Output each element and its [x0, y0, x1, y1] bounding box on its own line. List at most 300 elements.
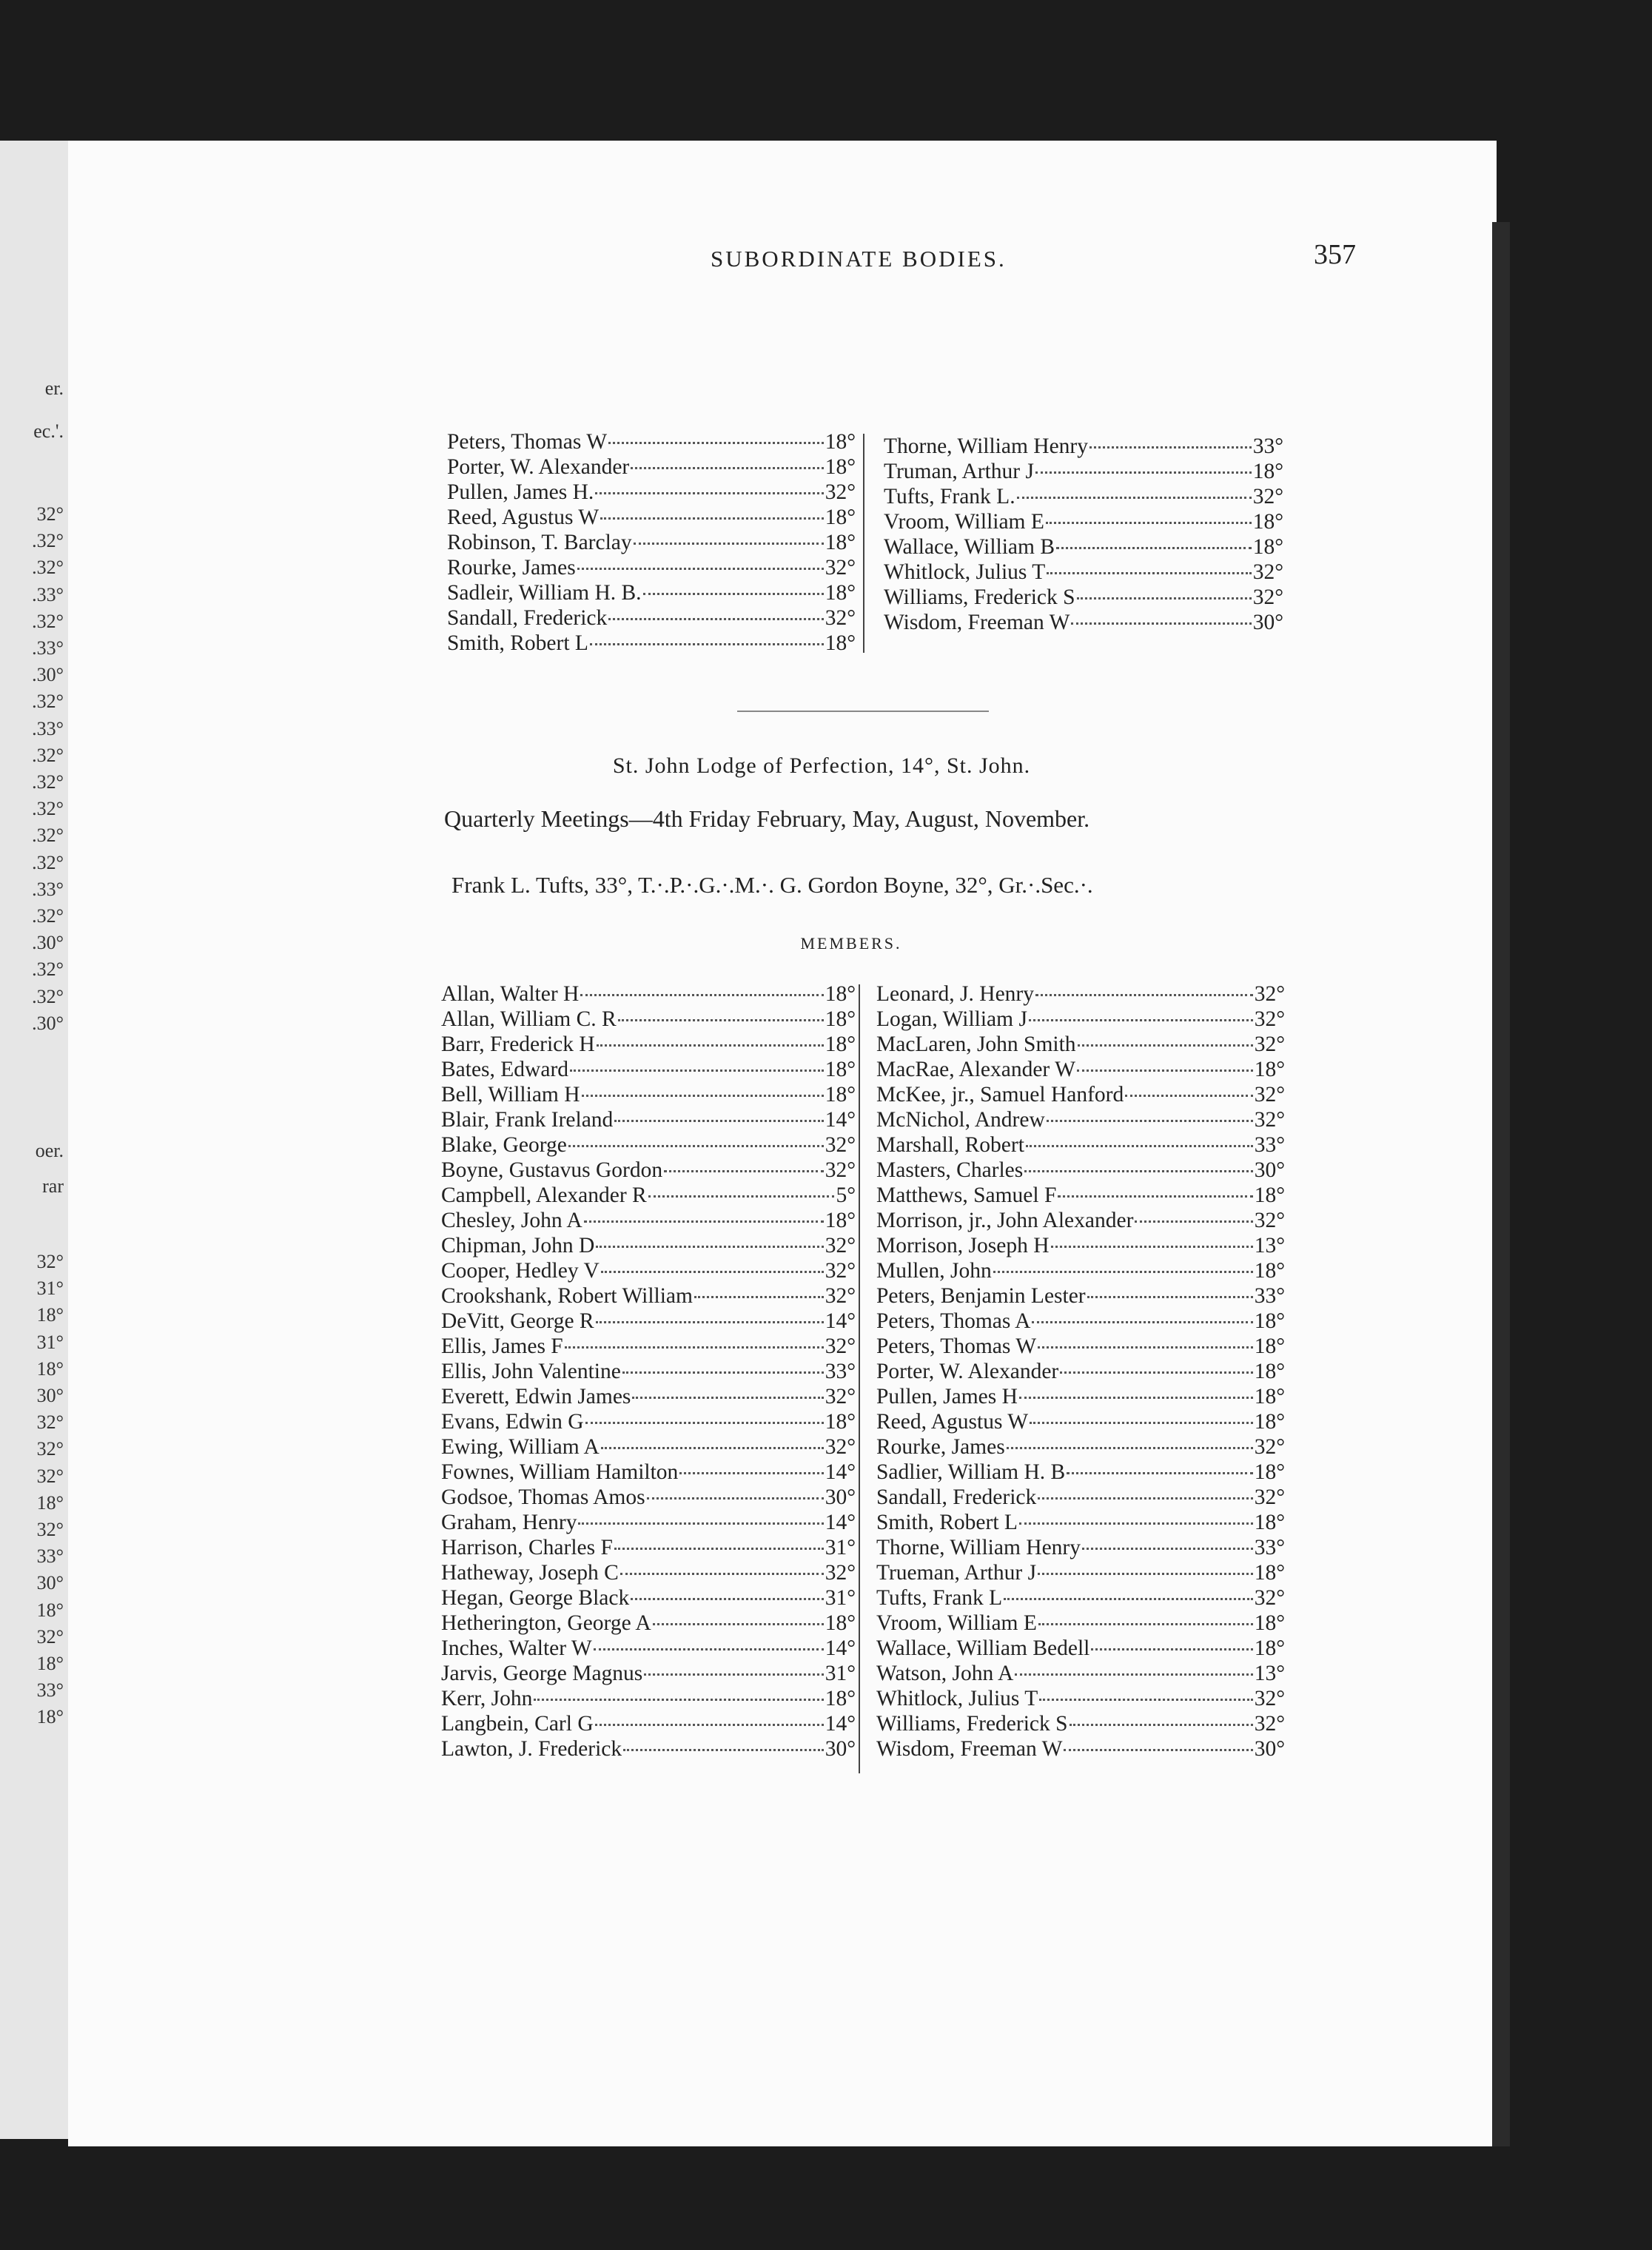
member-name: Sadleir, William H. B. [447, 581, 642, 605]
running-head: SUBORDINATE BODIES. [711, 246, 1007, 272]
member-degree: 13° [1254, 1234, 1285, 1257]
dot-leader [1024, 1170, 1252, 1172]
prev-page-fragment: rar [42, 1175, 64, 1197]
dot-leader [1087, 1296, 1253, 1298]
member-degree: 31° [825, 1536, 856, 1559]
prev-page-fragment: 18° [36, 1491, 64, 1514]
lodge-title: St. John Lodge of Perfection, 14°, St. John. [612, 753, 1031, 778]
member-name: Hegan, George Black [441, 1586, 630, 1610]
member-name: Trueman, Arthur J [876, 1561, 1037, 1585]
list-entry [876, 1711, 1285, 1736]
member-degree: 32° [1254, 1712, 1285, 1736]
member-name: McKee, jr., Samuel Hanford [876, 1083, 1124, 1106]
list-entry [884, 484, 1283, 509]
top-list-left-column [447, 429, 856, 656]
list-entry [876, 1258, 1285, 1283]
member-name: Bates, Edward [441, 1058, 569, 1081]
list-entry [441, 1711, 856, 1736]
member-name: Tufts, Frank L. [884, 485, 1015, 508]
list-entry [876, 1485, 1285, 1510]
member-name: Jarvis, George Magnus [441, 1662, 643, 1685]
member-name: Masters, Charles [876, 1158, 1024, 1182]
list-entry [441, 1611, 856, 1636]
dot-leader [582, 1095, 824, 1097]
member-degree: 31° [825, 1662, 856, 1685]
prev-page-fragment: 33° [36, 1679, 64, 1702]
prev-page-fragment: .32° [32, 691, 64, 713]
member-name: Thorne, William Henry [876, 1536, 1081, 1559]
dot-leader [580, 994, 823, 996]
prev-page-fragment: 32° [36, 503, 64, 525]
dot-leader [1077, 1069, 1253, 1072]
member-name: Allan, William C. R [441, 1007, 617, 1031]
dot-leader [1039, 1699, 1252, 1701]
member-name: Inches, Walter W [441, 1636, 592, 1660]
member-name: Peters, Thomas W [447, 430, 608, 454]
list-entry [876, 1334, 1285, 1359]
member-degree: 14° [825, 1511, 856, 1534]
list-entry [876, 1032, 1285, 1057]
member-degree: 18° [1252, 535, 1283, 559]
member-name: Tufts, Frank L [876, 1586, 1003, 1610]
member-degree: 32° [825, 1158, 856, 1182]
list-entry [441, 1057, 856, 1082]
dot-leader [1032, 1321, 1252, 1323]
prev-page-fragment: 32° [36, 1465, 64, 1487]
prev-page-fragment: ec.'. [33, 420, 64, 442]
list-entry [876, 1510, 1285, 1535]
dot-leader [594, 1648, 824, 1650]
list-entry [884, 534, 1283, 560]
prev-page-fragment: .32° [32, 610, 64, 632]
member-name: Peters, Thomas A [876, 1309, 1031, 1333]
dot-leader [601, 1447, 824, 1449]
prev-page-fragment: .30° [32, 932, 64, 954]
member-degree: 32° [1254, 1007, 1285, 1031]
section-divider [737, 711, 989, 712]
member-degree: 33° [1254, 1133, 1285, 1157]
list-entry [441, 1736, 856, 1762]
dot-leader [1056, 547, 1252, 549]
dot-leader [1017, 497, 1252, 499]
member-name: Rourke, James [447, 556, 576, 580]
members-heading: MEMBERS. [800, 934, 902, 953]
list-entry [884, 610, 1283, 635]
member-name: DeVitt, George R [441, 1309, 594, 1333]
member-degree: 32° [1254, 982, 1285, 1006]
list-entry [441, 1510, 856, 1535]
member-name: Williams, Frederick S [884, 585, 1075, 609]
list-entry [441, 1007, 856, 1032]
member-name: Porter, W. Alexander [876, 1360, 1059, 1383]
member-degree: 32° [825, 606, 856, 630]
member-degree: 18° [1254, 1309, 1285, 1333]
member-degree: 18° [1254, 1334, 1285, 1358]
list-entry [876, 1560, 1285, 1585]
prev-page-fragment: .32° [32, 744, 64, 766]
member-name: Logan, William J [876, 1007, 1027, 1031]
page-header [637, 238, 1377, 275]
dot-leader [1047, 572, 1251, 574]
dot-leader [664, 1170, 824, 1172]
list-entry [441, 1384, 856, 1409]
list-entry [876, 1158, 1285, 1183]
list-entry [447, 429, 856, 454]
prev-page-fragment: .32° [32, 771, 64, 793]
member-name: Thorne, William Henry [884, 434, 1088, 458]
page-number: 357 [1314, 239, 1356, 270]
member-degree: 18° [1254, 1611, 1285, 1635]
prev-page-fragment: .33° [32, 637, 64, 659]
prev-page-fragment: .33° [32, 583, 64, 605]
member-degree: 5° [836, 1183, 856, 1207]
member-degree: 18° [825, 1032, 856, 1056]
dot-leader [614, 1120, 823, 1122]
list-entry [876, 1585, 1285, 1611]
dot-leader [590, 643, 824, 645]
member-name: Chipman, John D [441, 1234, 595, 1257]
prev-page-fragment: .32° [32, 851, 64, 873]
member-name: Vroom, William E [876, 1611, 1037, 1635]
dot-leader [1019, 1397, 1253, 1399]
member-degree: 32° [1254, 1485, 1285, 1509]
member-degree: 13° [1254, 1662, 1285, 1685]
dot-leader [1004, 1598, 1252, 1600]
member-name: Godsoe, Thomas Amos [441, 1485, 645, 1509]
member-degree: 32° [825, 1234, 856, 1257]
member-name: Watson, John A [876, 1662, 1014, 1685]
member-degree: 18° [825, 1410, 856, 1434]
member-name: Evans, Edwin G [441, 1410, 584, 1434]
dot-leader [1091, 1648, 1252, 1650]
list-entry [876, 1384, 1285, 1409]
dot-leader [585, 1422, 824, 1424]
member-name: Morrison, Joseph H [876, 1234, 1050, 1257]
member-name: Crookshank, Robert William [441, 1284, 693, 1308]
list-entry [441, 1309, 856, 1334]
list-entry [876, 1132, 1285, 1158]
member-name: Ellis, John Valentine [441, 1360, 621, 1383]
list-entry [447, 505, 856, 530]
page-edge-shadow [1492, 222, 1510, 2146]
prev-page-fragment: 32° [36, 1519, 64, 1540]
member-name: Kerr, John [441, 1687, 533, 1710]
list-entry [447, 555, 856, 580]
dot-leader [694, 1296, 824, 1298]
list-entry [447, 631, 856, 656]
member-degree: 32° [825, 1561, 856, 1585]
list-entry [441, 1208, 856, 1233]
member-degree: 32° [1254, 1209, 1285, 1232]
list-entry [876, 1611, 1285, 1636]
member-name: Smith, Robert L [447, 631, 588, 655]
dot-leader [1026, 1145, 1253, 1147]
member-name: Pullen, James H. [447, 480, 594, 504]
dot-leader [1070, 1724, 1253, 1726]
list-entry [441, 1460, 856, 1485]
dot-leader [1038, 1623, 1253, 1625]
list-entry [447, 580, 856, 605]
member-name: Reed, Agustus W [447, 506, 600, 529]
list-entry [441, 1032, 856, 1057]
member-name: MacRae, Alexander W [876, 1058, 1075, 1081]
dot-leader [568, 1145, 824, 1147]
dot-leader [608, 442, 824, 444]
dot-leader [1047, 1120, 1253, 1122]
dot-leader [600, 517, 824, 520]
member-name: Graham, Henry [441, 1511, 577, 1534]
member-name: Fownes, William Hamilton [441, 1460, 679, 1484]
dot-leader [679, 1472, 823, 1474]
dot-leader [1078, 1044, 1253, 1047]
dot-leader [1135, 1220, 1252, 1223]
member-name: Cooper, Hedley V [441, 1259, 600, 1283]
prev-page-fragment: 32° [36, 1251, 64, 1272]
dot-leader [1015, 1673, 1252, 1676]
list-entry [876, 1233, 1285, 1258]
dot-leader [653, 1623, 824, 1625]
dot-leader [1077, 597, 1252, 600]
member-name: Peters, Thomas W [876, 1334, 1037, 1358]
member-degree: 18° [825, 1007, 856, 1031]
dot-leader [648, 1195, 835, 1198]
list-entry [441, 1258, 856, 1283]
list-entry [447, 480, 856, 505]
dot-leader [534, 1699, 823, 1701]
member-name: Hatheway, Joseph C [441, 1561, 619, 1585]
member-degree: 18° [825, 1083, 856, 1106]
member-degree: 14° [825, 1636, 856, 1660]
member-degree: 18° [825, 1687, 856, 1710]
prev-page-fragment: 18° [36, 1304, 64, 1326]
member-name: Whitlock, Julius T [884, 560, 1046, 584]
member-degree: 18° [1254, 1410, 1285, 1434]
dot-leader [1058, 1195, 1252, 1198]
list-entry [441, 1107, 856, 1132]
list-entry [441, 1535, 856, 1560]
list-entry [441, 1183, 856, 1208]
member-name: Whitlock, Julius T [876, 1687, 1038, 1710]
list-entry [447, 530, 856, 555]
prev-page-fragment: 31° [36, 1277, 64, 1300]
member-name: Bell, William H [441, 1083, 580, 1106]
prev-page-fragment: .30° [32, 664, 64, 686]
dot-leader [596, 1321, 824, 1323]
member-name: Morrison, jr., John Alexander [876, 1209, 1134, 1232]
member-name: Williams, Frederick S [876, 1712, 1068, 1736]
list-entry [441, 1661, 856, 1686]
list-entry [876, 1686, 1285, 1711]
member-degree: 18° [1252, 510, 1283, 534]
dot-leader [993, 1271, 1253, 1273]
prev-page-fragment: .30° [32, 1012, 64, 1034]
dot-leader [1046, 522, 1252, 524]
column-separator [859, 984, 860, 1773]
list-entry [884, 509, 1283, 534]
dot-leader [1125, 1095, 1252, 1097]
list-entry [876, 981, 1285, 1007]
member-degree: 30° [825, 1737, 856, 1761]
member-degree: 32° [1252, 485, 1283, 508]
dot-leader [1060, 1371, 1252, 1374]
member-degree: 32° [825, 1133, 856, 1157]
dot-leader [1007, 1447, 1253, 1449]
dot-leader [1019, 1522, 1253, 1525]
prev-page-fragment: 32° [36, 1411, 64, 1434]
prev-page-fragment: .33° [32, 878, 64, 900]
officers-line: Frank L. Tufts, 33°, T.·.P.·.G.·.M.·. G. Gordon Boyne, 32°, Gr.·.Sec.·. [451, 872, 1093, 898]
dot-leader [595, 492, 823, 494]
dot-leader [577, 568, 824, 570]
member-name: Marshall, Robert [876, 1133, 1024, 1157]
dot-leader [601, 1271, 824, 1273]
member-degree: 18° [825, 982, 856, 1006]
member-name: Wisdom, Freeman W [884, 611, 1070, 634]
dot-leader [634, 543, 824, 545]
dot-leader [622, 1371, 824, 1374]
dot-leader [644, 1673, 823, 1676]
list-entry [876, 1434, 1285, 1460]
member-degree: 30° [825, 1485, 856, 1509]
member-degree: 30° [1252, 611, 1283, 634]
member-name: Hetherington, George A [441, 1611, 651, 1635]
member-name: Barr, Frederick H [441, 1032, 595, 1056]
list-entry [876, 1661, 1285, 1686]
list-entry [441, 1359, 856, 1384]
meetings-line: Quarterly Meetings—4th Friday February, May, August, November. [444, 805, 1090, 832]
member-degree: 18° [1254, 1183, 1285, 1207]
list-entry [876, 1535, 1285, 1560]
member-name: Sandall, Frederick [876, 1485, 1037, 1509]
dot-leader [570, 1069, 824, 1072]
dot-leader [1038, 1346, 1253, 1349]
dot-leader [623, 1749, 824, 1751]
dot-leader [595, 1724, 824, 1726]
member-degree: 18° [1254, 1259, 1285, 1283]
member-degree: 33° [1252, 434, 1283, 458]
member-name: Mullen, John [876, 1259, 992, 1283]
dot-leader [1035, 994, 1253, 996]
list-entry [441, 1485, 856, 1510]
member-name: Robinson, T. Barclay [447, 531, 632, 554]
member-degree: 32° [1254, 1435, 1285, 1459]
previous-page-edge [0, 141, 68, 2139]
member-degree: 31° [825, 1586, 856, 1610]
member-degree: 18° [825, 1611, 856, 1635]
member-degree: 30° [1254, 1158, 1285, 1182]
dot-leader [618, 1019, 824, 1021]
member-degree: 18° [1254, 1636, 1285, 1660]
member-degree: 14° [825, 1712, 856, 1736]
list-entry [441, 1283, 856, 1309]
member-degree: 32° [1254, 1108, 1285, 1132]
list-entry [441, 981, 856, 1007]
member-degree: 32° [825, 1284, 856, 1308]
dot-leader [1030, 1422, 1253, 1424]
dot-leader [631, 467, 823, 469]
list-entry [884, 585, 1283, 610]
prev-page-fragment: 33° [36, 1545, 64, 1568]
member-degree: 32° [825, 1259, 856, 1283]
list-entry [876, 1409, 1285, 1434]
member-name: McNichol, Andrew [876, 1108, 1045, 1132]
member-degree: 32° [825, 1385, 856, 1408]
member-name: Wisdom, Freeman W [876, 1737, 1063, 1761]
member-degree: 18° [1254, 1385, 1285, 1408]
member-name: Smith, Robert L [876, 1511, 1018, 1534]
prev-page-fragment: .32° [32, 905, 64, 927]
dot-leader [614, 1548, 824, 1550]
dot-leader [1064, 1749, 1252, 1751]
list-entry [447, 605, 856, 631]
member-degree: 32° [1254, 1032, 1285, 1056]
member-degree: 18° [825, 631, 856, 655]
list-entry [441, 1409, 856, 1434]
list-entry [876, 1309, 1285, 1334]
member-degree: 33° [825, 1360, 856, 1383]
dot-leader [1067, 1472, 1253, 1474]
dot-leader [1029, 1019, 1253, 1021]
member-name: Sadlier, William H. B [876, 1460, 1066, 1484]
dot-leader [1051, 1246, 1253, 1248]
member-name: Blake, George [441, 1133, 567, 1157]
prev-page-fragment: .32° [32, 798, 64, 820]
dot-leader [1082, 1548, 1253, 1550]
prev-page-fragment: .32° [32, 958, 64, 981]
member-name: Harrison, Charles F [441, 1536, 613, 1559]
member-name: Lawton, J. Frederick [441, 1737, 622, 1761]
dot-leader [647, 1497, 824, 1500]
members-right-column [876, 981, 1285, 1762]
prev-page-fragment: 18° [36, 1706, 64, 1728]
dot-leader [1089, 446, 1252, 449]
list-entry [441, 1233, 856, 1258]
prev-page-fragment: 32° [36, 1438, 64, 1460]
list-entry [876, 1007, 1285, 1032]
prev-page-fragment: 32° [36, 1625, 64, 1648]
member-name: Campbell, Alexander R [441, 1183, 647, 1207]
member-degree: 18° [825, 455, 856, 479]
member-degree: 33° [1254, 1536, 1285, 1559]
member-degree: 14° [825, 1460, 856, 1484]
prev-page-fragment: 30° [36, 1385, 64, 1406]
member-name: Leonard, J. Henry [876, 982, 1034, 1006]
top-list-right-column [884, 434, 1283, 635]
member-degree: 33° [1254, 1284, 1285, 1308]
member-name: Matthews, Samuel F [876, 1183, 1057, 1207]
list-entry [884, 434, 1283, 459]
member-name: Langbein, Carl G [441, 1712, 594, 1736]
list-entry [441, 1158, 856, 1183]
member-name: Truman, Arthur J [884, 460, 1034, 483]
member-name: Wallace, William B [884, 535, 1055, 559]
member-name: Peters, Benjamin Lester [876, 1284, 1086, 1308]
member-degree: 32° [1252, 560, 1283, 584]
member-degree: 14° [825, 1108, 856, 1132]
member-degree: 32° [1254, 1687, 1285, 1710]
dot-leader [1071, 622, 1251, 625]
dot-leader [584, 1220, 824, 1223]
list-entry [876, 1183, 1285, 1208]
list-entry [441, 1636, 856, 1661]
member-degree: 18° [825, 581, 856, 605]
list-entry [876, 1208, 1285, 1233]
dot-leader [1035, 471, 1252, 474]
list-entry [884, 459, 1283, 484]
member-name: Vroom, William E [884, 510, 1044, 534]
list-entry [876, 1736, 1285, 1762]
prev-page-fragment: 30° [36, 1572, 64, 1594]
